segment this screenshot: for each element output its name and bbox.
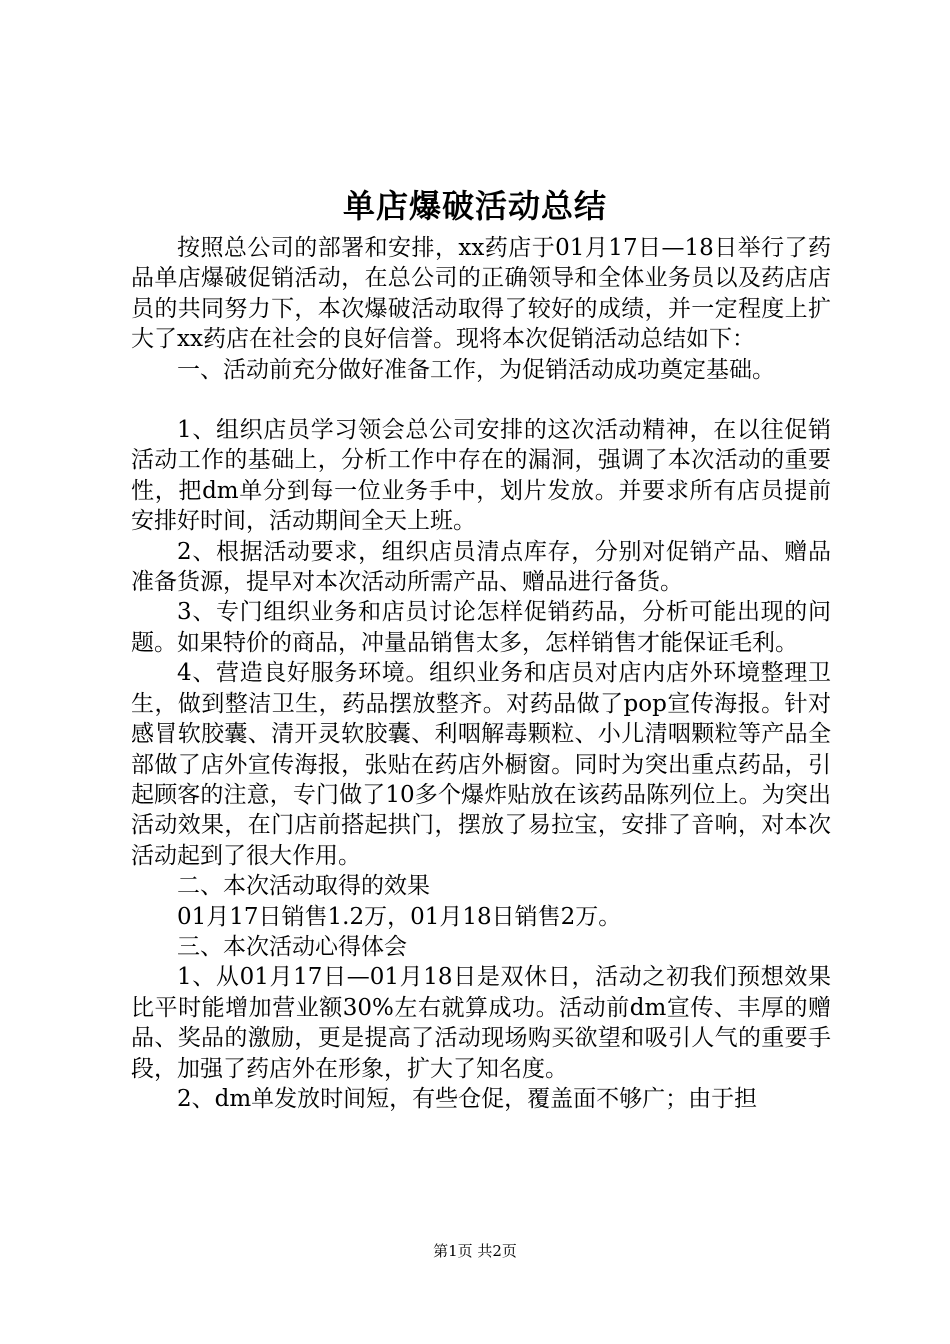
list-item-3: 3、专门组织业务和店员讨论怎样促销药品，分析可能出现的问题。如果特价的商品，冲量品销售太多，怎样销售才能保证毛利。 [131, 599, 831, 656]
list-item-2: 2、根据活动要求，组织店员清点库存，分别对促销产品、赠品准备货源，提早对本次活动所需产品、赠品进行备货。 [131, 538, 831, 596]
section-heading-1: 一、活动前充分做好准备工作，为促销活动成功奠定基础。 [177, 356, 775, 383]
insight-item-2: 2、dm单发放时间短，有些仓促，覆盖面不够广；由于担 [177, 1085, 758, 1112]
intro-paragraph: 按照总公司的部署和安排，xx药店于01月17日—18日举行了药品单店爆破促销活动，在总公司的正确领导和全体业务员以及药店店员的共同努力下，本次爆破活动取得了较好的成绩，并一定程度上扩大了xx药店在社会的良好信誉。现将本次促销活动总结如下： [131, 235, 831, 353]
section-heading-3: 三、本次活动心得体会 [177, 933, 407, 960]
insight-item-1: 1、从01月17日—01月18日是双休日，活动之初我们预想效果比平时能增加营业额30%左右就算成功。活动前dm宣传、丰厚的赠品、奖品的激励，更是提高了活动现场购买欲望和吸引人气的重要手段，加强了药店外在形象，扩大了知名度。 [131, 964, 831, 1082]
list-item-4: 4、营造良好服务环境。组织业务和店员对店内店外环境整理卫生，做到整洁卫生，药品摆放整齐。对药品做了pop宣传海报。针对感冒软胶囊、清开灵软胶囊、利咽解毒颗粒、小儿清咽颗粒等产品全部做了店外宣传海报，张贴在药店外橱窗。同时为突出重点药品，引起顾客的注意，专门做了10多个爆炸贴放在该药品陈列位上。为突出活动效果，在门店前搭起拱门，摆放了易拉宝，安排了音响，对本次活动起到了很大作用。 [131, 660, 831, 869]
document-body [131, 233, 831, 1114]
document-title: 单店爆破活动总结 [342, 187, 607, 225]
sales-result: 01月17日销售1.2万，01月18日销售2万。 [177, 903, 622, 930]
list-item-1: 1、组织店员学习领会总公司安排的这次活动精神，在以往促销活动工作的基础上，分析工作中存在的漏洞，强调了本次活动的重要性，把dm单分到每一位业务手中，划片发放。并要求所有店员提前安排好时间，活动期间全天上班。 [131, 417, 831, 535]
page-footer: 第1页 共2页 [433, 1242, 517, 1260]
section-heading-2: 二、本次活动取得的效果 [177, 873, 430, 900]
